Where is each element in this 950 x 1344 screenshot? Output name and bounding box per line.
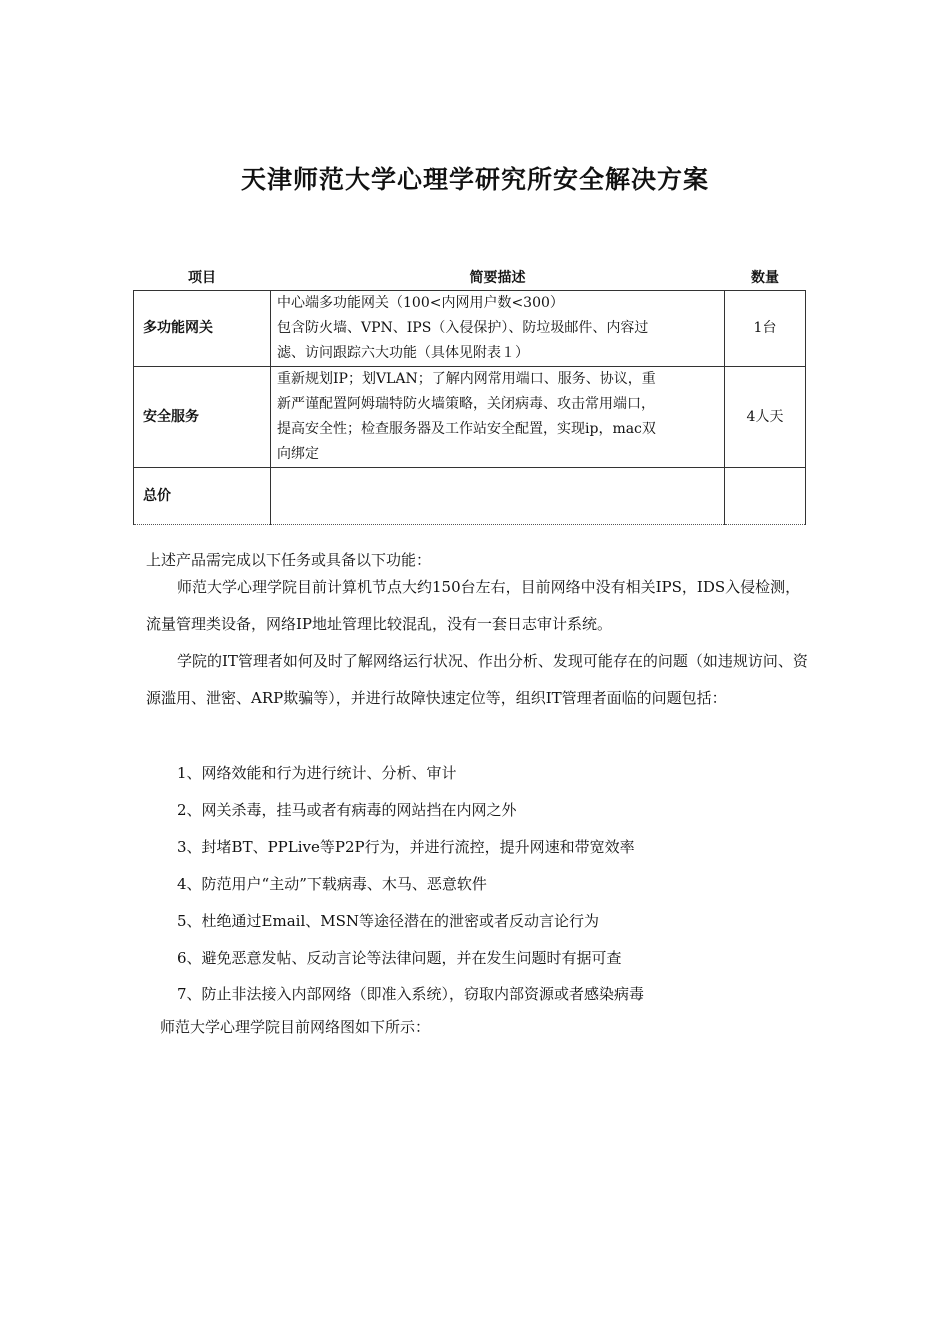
description-line: 包含防火墙、VPN、IPS（入侵保护）、防垃圾邮件、内容过 bbox=[277, 320, 649, 336]
row-description-total bbox=[271, 468, 725, 525]
description-line: 滤、访问跟踪六大功能（具体见附表１） bbox=[277, 345, 529, 361]
header-quantity: 数量 bbox=[751, 270, 779, 286]
list-item: 7、防止非法接入内部网络（即准入系统），窃取内部资源或者感染病毒 bbox=[177, 985, 645, 1003]
header-item: 项目 bbox=[188, 270, 216, 286]
table-row-total bbox=[134, 468, 806, 525]
row-quantity: 4人天 bbox=[725, 367, 806, 468]
row-quantity: 1台 bbox=[725, 291, 806, 367]
list-item: 6、避免恶意发帖、反动言论等法律问题，并在发生问题时有据可查 bbox=[177, 949, 622, 967]
description-line: 重新规划IP；划VLAN；了解内网常用端口、服务、协议，重 bbox=[277, 371, 656, 387]
paragraph: 学院的IT管理者如何及时了解网络运行状况、作出分析、发现可能存在的问题（如违规访问、资源滥用、泄密、ARP欺骗等），并进行故障快速定位等，组织IT管理者面临的问题包括： bbox=[146, 652, 808, 707]
list-item: 5、杜绝通过Email、MSN等途径潜在的泄密或者反动言论行为 bbox=[177, 912, 600, 930]
row-item: 多功能网关 bbox=[134, 291, 271, 367]
row-quantity-total bbox=[725, 468, 806, 525]
table-row bbox=[134, 367, 806, 468]
row-item: 安全服务 bbox=[134, 367, 271, 468]
description-line: 向绑定 bbox=[277, 446, 319, 462]
list-item: 3、封堵BT、PPLive等P2P行为，并进行流控，提升网速和带宽效率 bbox=[177, 838, 635, 856]
description-line: 中心端多功能网关（100<内网用户数<300） bbox=[277, 295, 564, 311]
closing-text: 师范大学心理学院目前网络图如下所示： bbox=[160, 1018, 431, 1036]
header-description: 简要描述 bbox=[469, 270, 526, 286]
list-item: 4、防范用户“主动”下载病毒、木马、恶意软件 bbox=[177, 875, 487, 893]
row-description bbox=[271, 291, 725, 367]
spec-table bbox=[133, 264, 806, 525]
description-line: 新严谨配置阿姆瑞特防火墙策略，关闭病毒、攻击常用端口， bbox=[277, 396, 655, 412]
paragraph: 师范大学心理学院目前计算机节点大约150台左右，目前网络中没有相关IPS，IDS入侵检测，流量管理类设备，网络IP地址管理比较混乱，没有一套日志审计系统。 bbox=[146, 578, 801, 633]
table-header-row bbox=[134, 264, 806, 291]
list-item: 1、网络效能和行为进行统计、分析、审计 bbox=[177, 764, 457, 782]
table-row bbox=[134, 291, 806, 367]
list-item: 2、网关杀毒，挂马或者有病毒的网站挡在内网之外 bbox=[177, 801, 517, 819]
body-section bbox=[146, 569, 812, 717]
row-item-total: 总价 bbox=[134, 468, 271, 525]
description-line: 提高安全性；检查服务器及工作站安全配置，实现ip，mac双 bbox=[277, 421, 656, 437]
intro-text: 上述产品需完成以下任务或具备以下功能： bbox=[146, 551, 432, 569]
page-title: 天津师范大学心理学研究所安全解决方案 bbox=[240, 165, 709, 194]
row-description bbox=[271, 367, 725, 468]
